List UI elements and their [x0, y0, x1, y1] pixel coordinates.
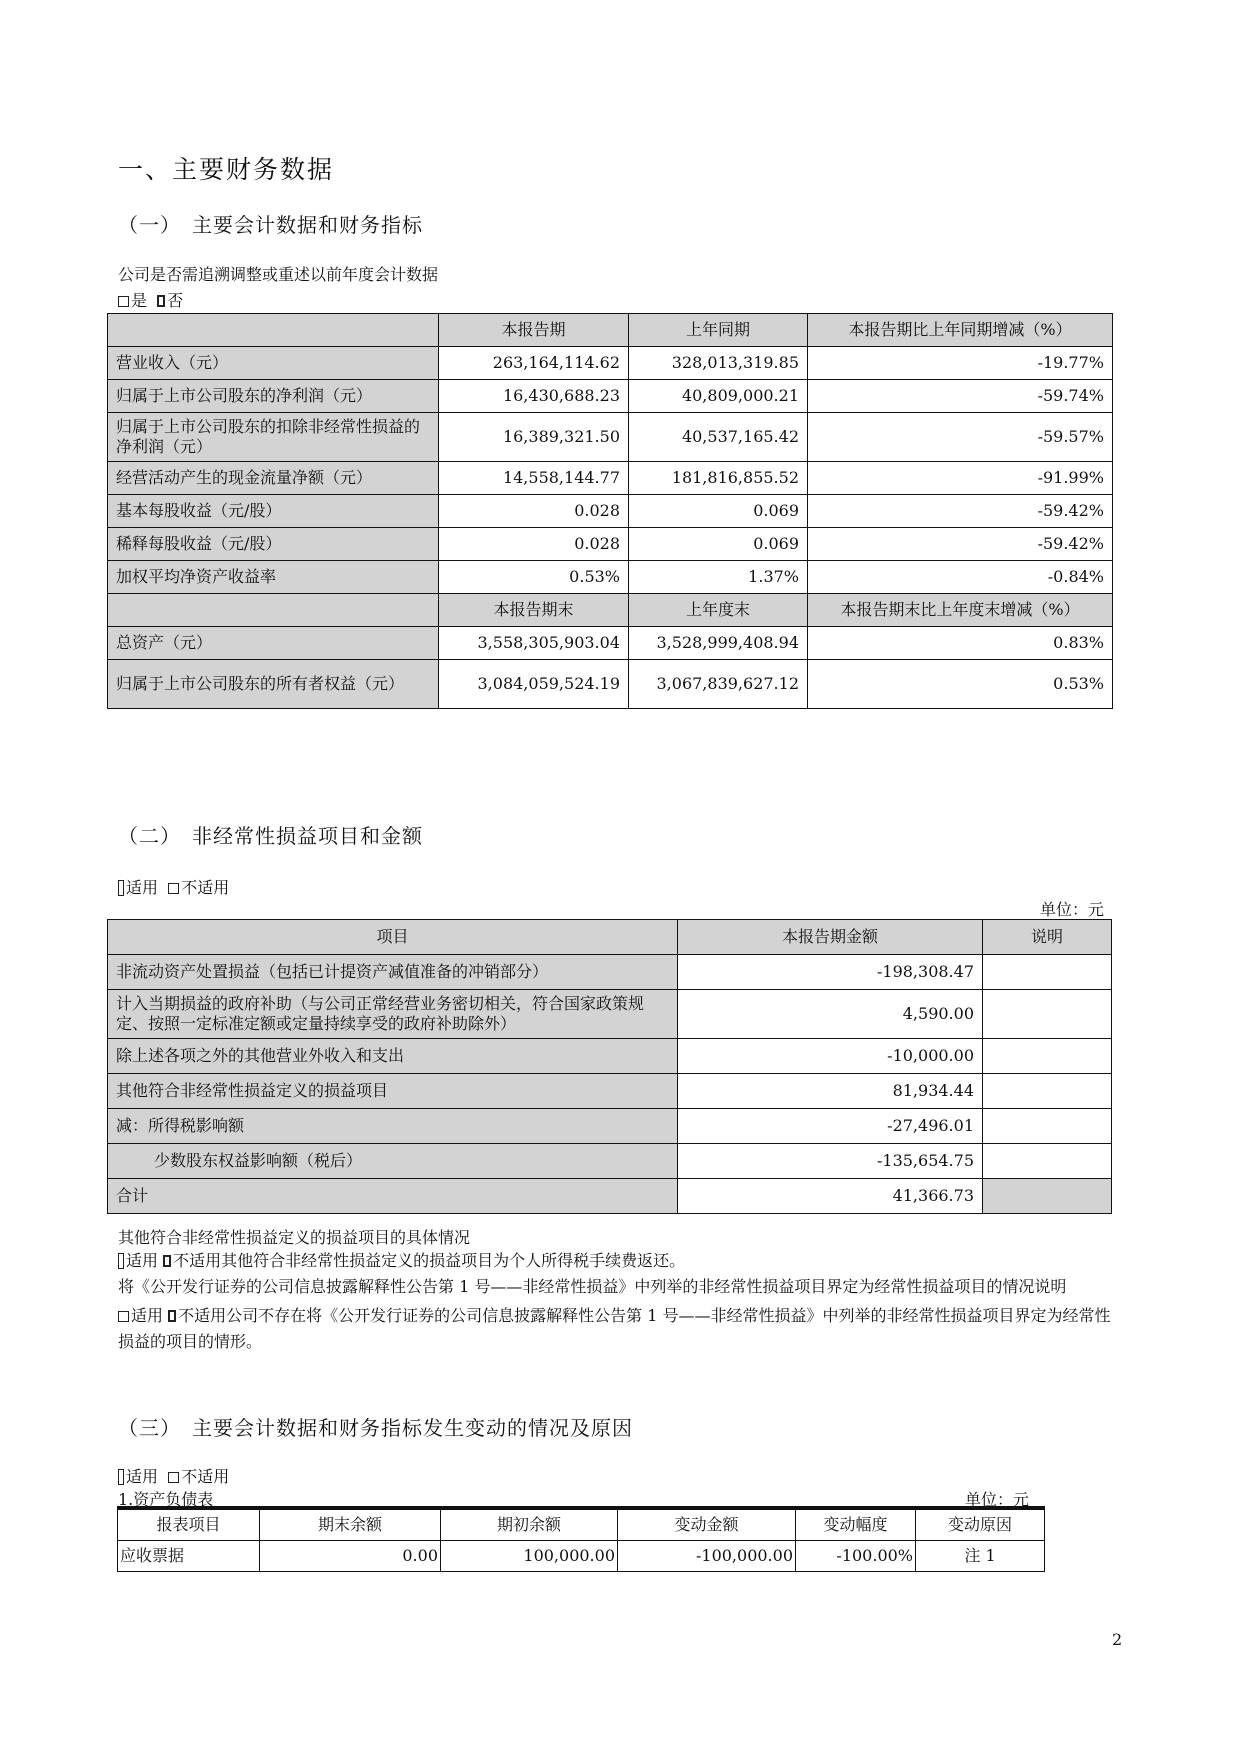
item-label: 应收票据: [118, 1541, 260, 1572]
item-label: 减：所得税影响额: [108, 1109, 678, 1144]
change-value: -59.42%: [808, 495, 1113, 528]
table-row: [108, 1109, 1112, 1144]
table-row: [108, 1039, 1112, 1074]
applicable-label: 适用: [126, 878, 159, 897]
current-value: 0.53%: [439, 561, 629, 594]
table-header-row-2: [108, 594, 1113, 627]
change-amount: -100,000.00: [618, 1541, 796, 1572]
current-value: 0.028: [439, 528, 629, 561]
change-value: 0.53%: [808, 660, 1113, 709]
not-applicable-label: 不适用: [178, 1306, 227, 1325]
table-total-row: [108, 1179, 1112, 1214]
table-row: [108, 413, 1113, 462]
table-row: [108, 462, 1113, 495]
current-value: 3,084,059,524.19: [439, 660, 629, 709]
key-financial-data-table: [107, 313, 1113, 709]
prior-value: 1.37%: [629, 561, 808, 594]
not-applicable-checkbox[interactable]: [168, 1472, 179, 1483]
total-amount: 41,366.73: [678, 1179, 983, 1214]
note-line-1: 其他符合非经常性损益定义的损益项目的具体情况: [118, 1228, 471, 1247]
note-text: 公司不存在将《公开发行证券的公司信息披露解释性公告第 1 号——非经常性损益》中列举的非经常性损益项目界定为经常性损益的项目的情形。: [118, 1306, 1111, 1351]
header-cell: 期末余额: [260, 1508, 441, 1541]
table-row: [108, 561, 1113, 594]
change-value: -59.74%: [808, 380, 1113, 413]
current-value: 0.028: [439, 495, 629, 528]
amount-value: -135,654.75: [678, 1144, 983, 1179]
header-cell: 说明: [983, 920, 1112, 955]
table-row: [108, 1144, 1112, 1179]
header-cell: 变动原因: [916, 1508, 1045, 1541]
prior-value: 181,816,855.52: [629, 462, 808, 495]
current-value: 263,164,114.62: [439, 347, 629, 380]
row-label: 归属于上市公司股东的扣除非经常性损益的净利润（元）: [108, 413, 439, 462]
note-cell: [983, 1144, 1112, 1179]
item-label: 少数股东权益影响额（税后）: [108, 1144, 678, 1179]
applicability-options-2: [118, 875, 229, 898]
amount-value: -10,000.00: [678, 1039, 983, 1074]
no-checkbox[interactable]: [157, 295, 165, 307]
note-line-4: [118, 1303, 1118, 1355]
header-cell: 变动幅度: [796, 1508, 916, 1541]
row-label: 营业收入（元）: [108, 347, 439, 380]
no-label: 否: [167, 291, 184, 310]
item-label: 其他符合非经常性损益定义的损益项目: [108, 1074, 678, 1109]
header-cell: 本报告期: [439, 314, 629, 347]
subsection-title-3: （三） 主要会计数据和财务指标发生变动的情况及原因: [118, 1416, 633, 1440]
row-label: 加权平均净资产收益率: [108, 561, 439, 594]
table-row: [108, 380, 1113, 413]
not-applicable-label: 不适用: [181, 1467, 230, 1486]
note-cell: [983, 955, 1112, 990]
unit-label: 单位：元: [965, 1490, 1030, 1509]
table-row: [108, 627, 1113, 660]
non-recurring-items-table: [107, 919, 1112, 1214]
amount-value: -198,308.47: [678, 955, 983, 990]
current-value: 14,558,144.77: [439, 462, 629, 495]
table-header-row: [118, 1508, 1045, 1541]
restatement-question: 公司是否需追溯调整或重述以前年度会计数据: [118, 265, 439, 284]
table-row: [108, 660, 1113, 709]
change-value: -0.84%: [808, 561, 1113, 594]
restatement-options: [118, 288, 183, 311]
not-applicable-checkbox[interactable]: [168, 1310, 176, 1322]
header-cell: 期初余额: [441, 1508, 618, 1541]
prior-value: 0.069: [629, 495, 808, 528]
prior-value: 3,528,999,408.94: [629, 627, 808, 660]
row-label: 归属于上市公司股东的净利润（元）: [108, 380, 439, 413]
applicability-options-3: [118, 1464, 229, 1487]
amount-value: -27,496.01: [678, 1109, 983, 1144]
change-pct: -100.00%: [796, 1541, 916, 1572]
note-text: 其他符合非经常性损益定义的损益项目为个人所得税手续费返还。: [221, 1251, 686, 1270]
balance-sheet-subtitle: 1.资产负债表: [118, 1490, 214, 1509]
change-value: -59.42%: [808, 528, 1113, 561]
change-value: 0.83%: [808, 627, 1113, 660]
change-reason: 注 1: [916, 1541, 1045, 1572]
note-cell: [983, 1074, 1112, 1109]
current-value: 16,389,321.50: [439, 413, 629, 462]
change-value: -19.77%: [808, 347, 1113, 380]
row-label: 总资产（元）: [108, 627, 439, 660]
header-cell: [108, 314, 439, 347]
table-row: [108, 347, 1113, 380]
item-label: 除上述各项之外的其他营业外收入和支出: [108, 1039, 678, 1074]
note-line-2: [118, 1249, 1118, 1272]
header-cell: 上年度末: [629, 594, 808, 627]
table-row: [108, 528, 1113, 561]
header-cell: 本报告期比上年同期增减（%）: [808, 314, 1113, 347]
prior-value: 3,067,839,627.12: [629, 660, 808, 709]
applicable-checkbox[interactable]: [118, 1469, 124, 1485]
table-header-row: [108, 314, 1113, 347]
table-row: [108, 955, 1112, 990]
note-cell: [983, 1109, 1112, 1144]
row-label: 经营活动产生的现金流量净额（元）: [108, 462, 439, 495]
header-cell: 本报告期末: [439, 594, 629, 627]
header-cell: 变动金额: [618, 1508, 796, 1541]
not-applicable-label: 不适用: [173, 1251, 222, 1270]
unit-label: 单位：元: [1040, 900, 1105, 919]
not-applicable-label: 不适用: [181, 878, 230, 897]
not-applicable-checkbox[interactable]: [168, 883, 179, 894]
subsection-title-2: （二） 非经常性损益项目和金额: [118, 824, 423, 848]
amount-value: 81,934.44: [678, 1074, 983, 1109]
table-row: [118, 1541, 1045, 1572]
note-cell: [983, 990, 1112, 1039]
table-row: [108, 1074, 1112, 1109]
not-applicable-checkbox[interactable]: [163, 1255, 171, 1267]
begin-balance: 100,000.00: [441, 1541, 618, 1572]
applicable-checkbox[interactable]: [118, 1311, 129, 1322]
header-cell: 本报告期末比上年度末增减（%）: [808, 594, 1113, 627]
prior-value: 0.069: [629, 528, 808, 561]
table-row: [108, 990, 1112, 1039]
total-label: 合计: [108, 1179, 678, 1214]
header-cell: 项目: [108, 920, 678, 955]
note-line-3: 将《公开发行证券的公司信息披露解释性公告第 1 号——非经常性损益》中列举的非经常性损益项目界定为经常性损益项目的情况说明: [118, 1277, 1067, 1296]
applicable-label: 适用: [126, 1467, 159, 1486]
amount-value: 4,590.00: [678, 990, 983, 1039]
applicable-label: 适用: [131, 1306, 169, 1325]
section-title: 一、主要财务数据: [118, 155, 335, 184]
applicable-label: 适用: [126, 1251, 164, 1270]
item-label: 计入当期损益的政府补助（与公司正常经营业务密切相关，符合国家政策规定、按照一定标准定额或定量持续享受的政府补助除外）: [108, 990, 678, 1039]
table-row: [108, 495, 1113, 528]
yes-label: 是: [131, 291, 148, 310]
applicable-checkbox[interactable]: [118, 1253, 124, 1269]
yes-checkbox[interactable]: [118, 296, 129, 307]
header-cell: 上年同期: [629, 314, 808, 347]
page-number: 2: [1112, 1630, 1123, 1649]
change-value: -91.99%: [808, 462, 1113, 495]
item-label: 非流动资产处置损益（包括已计提资产减值准备的冲销部分）: [108, 955, 678, 990]
row-label: 归属于上市公司股东的所有者权益（元）: [108, 660, 439, 709]
end-balance: 0.00: [260, 1541, 441, 1572]
row-label: 基本每股收益（元/股）: [108, 495, 439, 528]
header-cell: [108, 594, 439, 627]
prior-value: 328,013,319.85: [629, 347, 808, 380]
subsection-title-1: （一） 主要会计数据和财务指标: [118, 213, 423, 237]
notes-block: [118, 1226, 1118, 1355]
row-label: 稀释每股收益（元/股）: [108, 528, 439, 561]
note-cell: [983, 1039, 1112, 1074]
balance-sheet-changes-table: [117, 1506, 1045, 1572]
table-header-row: [108, 920, 1112, 955]
prior-value: 40,809,000.21: [629, 380, 808, 413]
prior-value: 40,537,165.42: [629, 413, 808, 462]
current-value: 16,430,688.23: [439, 380, 629, 413]
change-value: -59.57%: [808, 413, 1113, 462]
current-value: 3,558,305,903.04: [439, 627, 629, 660]
header-cell: 报表项目: [118, 1508, 260, 1541]
note-cell: [983, 1179, 1112, 1214]
applicable-checkbox[interactable]: [118, 880, 124, 896]
header-cell: 本报告期金额: [678, 920, 983, 955]
